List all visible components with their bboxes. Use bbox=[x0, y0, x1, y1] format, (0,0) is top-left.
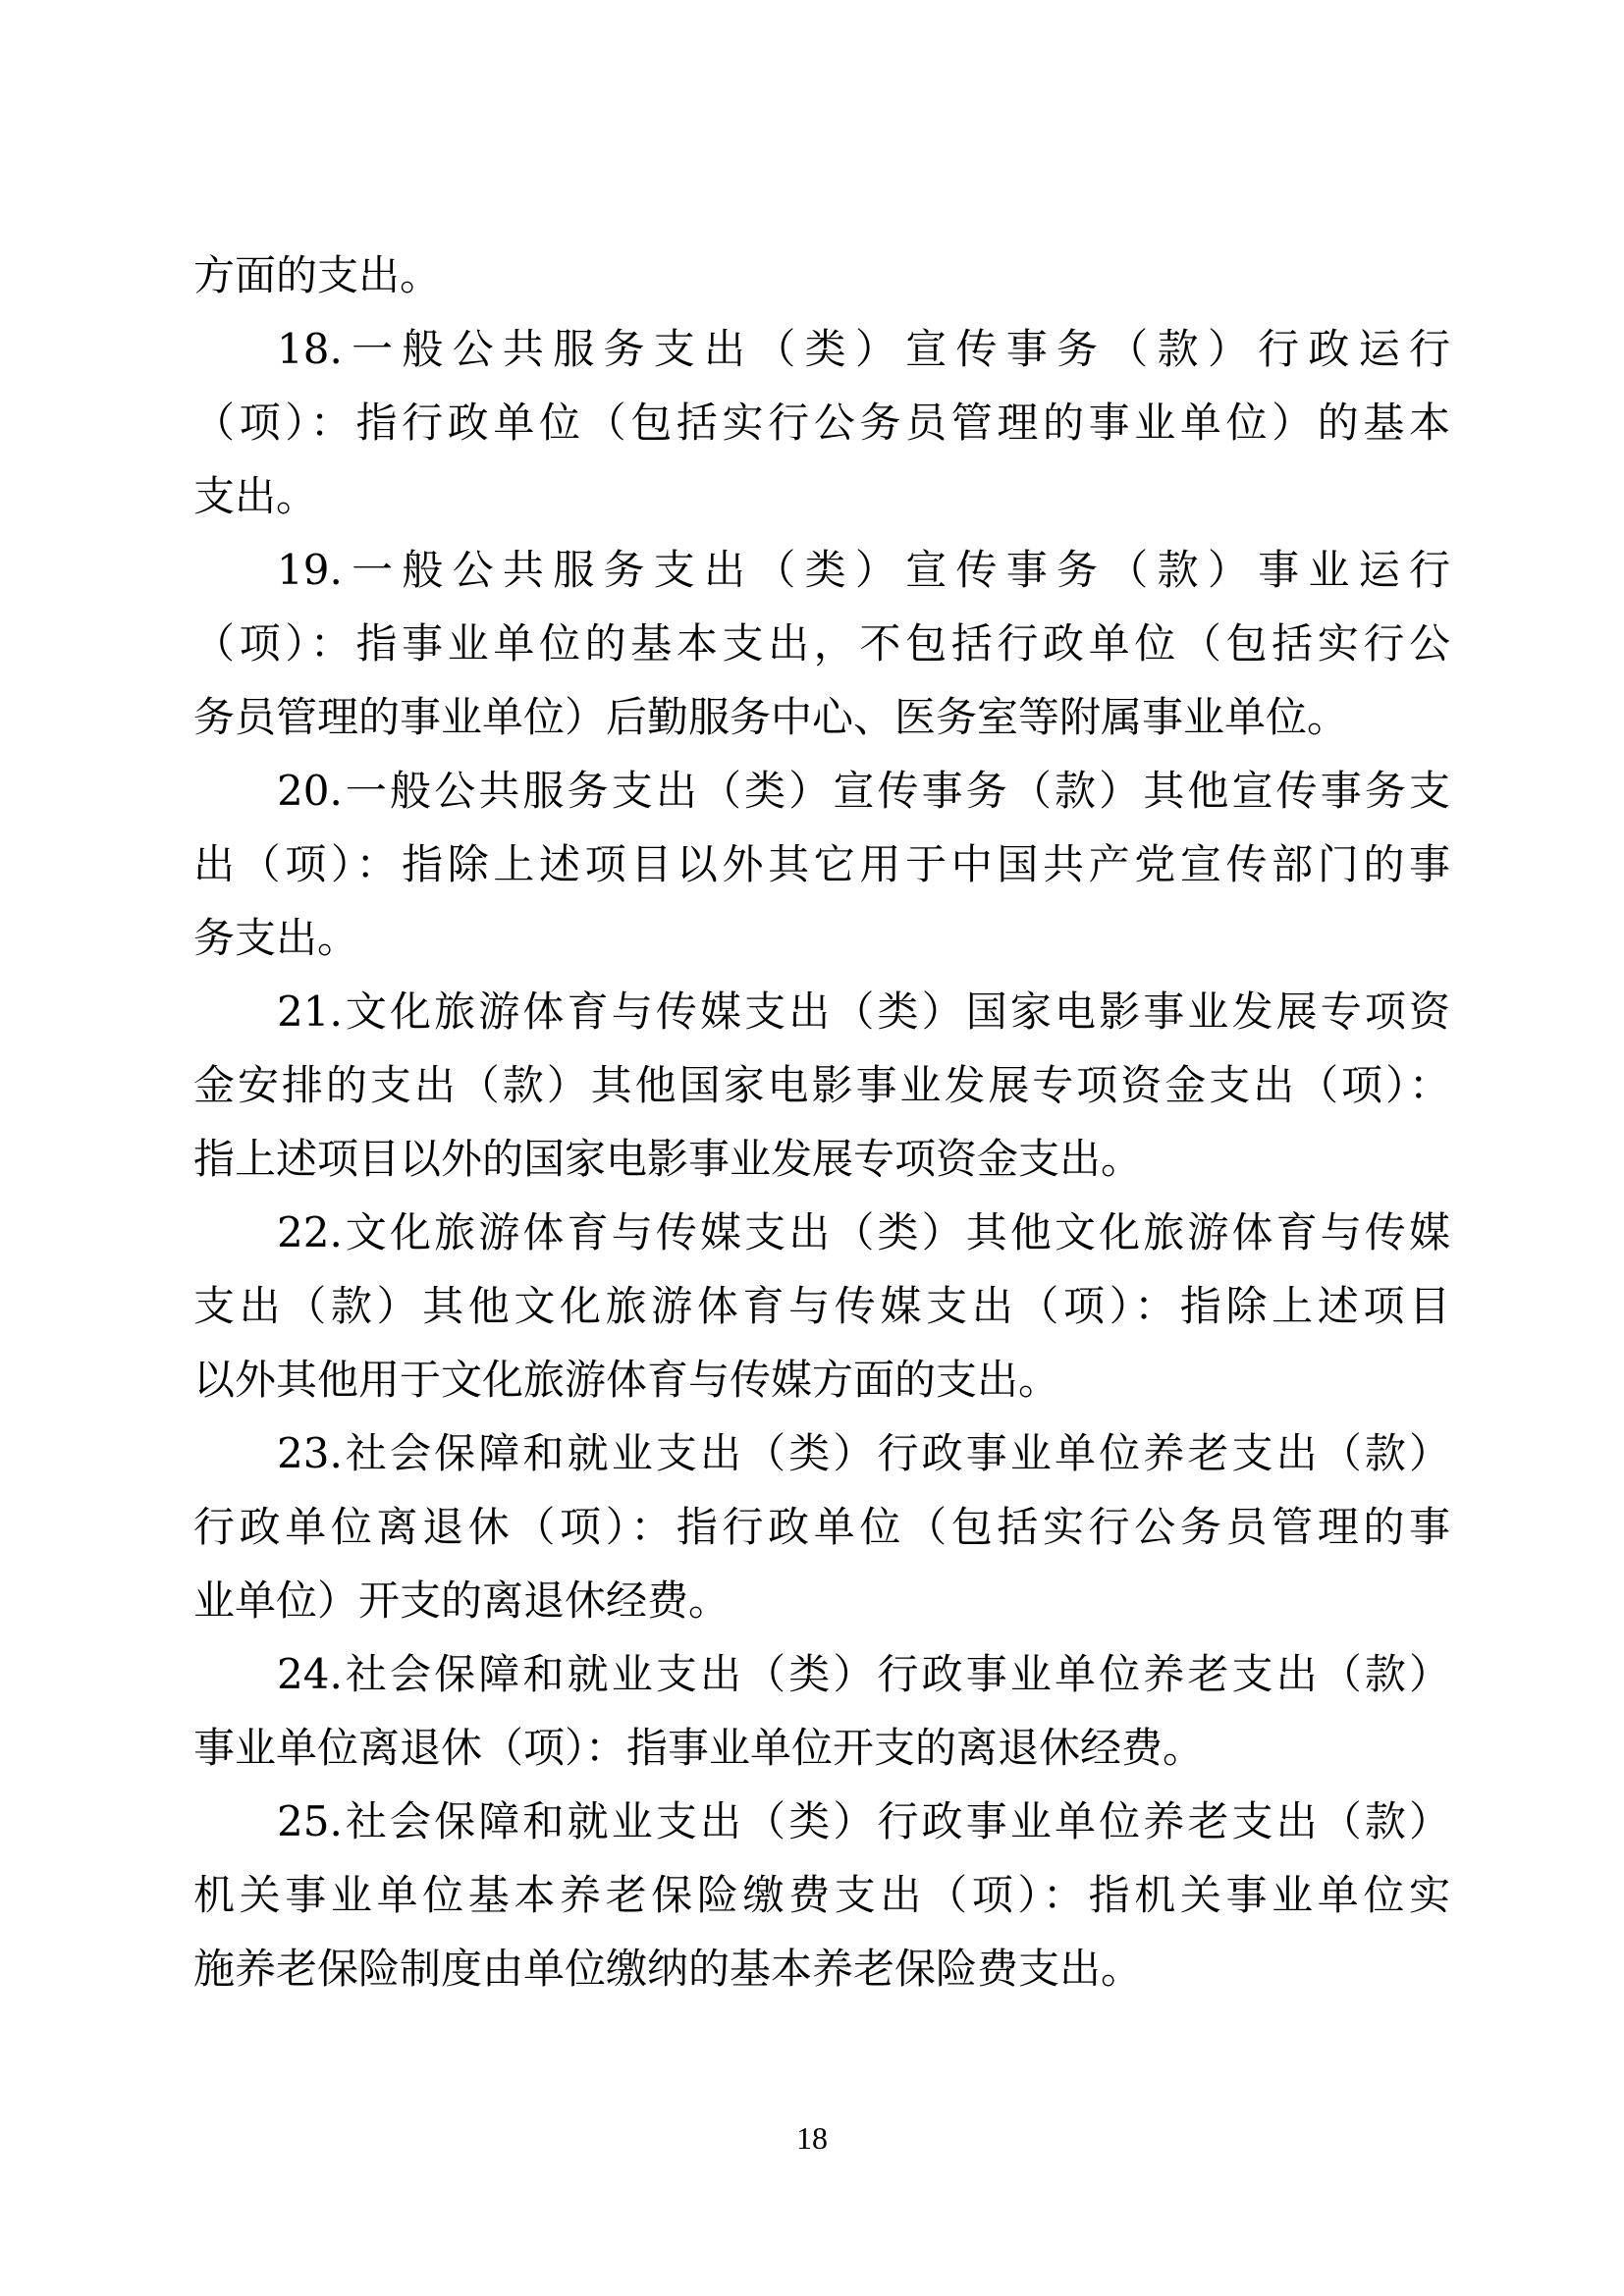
text-line: 支出（款）其他文化旅游体育与传媒支出（项）：指除上述项目 bbox=[193, 1282, 1450, 1330]
text-line: 以外其他用于文化旅游体育与传媒方面的支出。 bbox=[193, 1356, 1060, 1404]
text-line: 21.文化旅游体育与传媒支出（类）国家电影事业发展专项资 bbox=[277, 988, 1450, 1036]
text-line: 25.社会保障和就业支出（类）行政事业单位养老支出（款） bbox=[277, 1797, 1450, 1845]
text-line: 22.文化旅游体育与传媒支出（类）其他文化旅游体育与传媒 bbox=[277, 1208, 1450, 1256]
text-line: 机关事业单位基本养老保险缴费支出（项）：指机关事业单位实 bbox=[193, 1871, 1450, 1919]
text-line: 事业单位离退休（项）：指事业单位开支的离退休经费。 bbox=[193, 1724, 1205, 1772]
page-number: 18 bbox=[796, 2120, 828, 2156]
text-line: 20.一般公共服务支出（类）宣传事务（款）其他宣传事务支 bbox=[277, 767, 1450, 815]
text-line: 24.社会保障和就业支出（类）行政事业单位养老支出（款） bbox=[277, 1650, 1450, 1698]
paragraph-item-19 bbox=[193, 533, 1450, 754]
text-line: 19.一般公共服务支出（类）宣传事务（款）事业运行 bbox=[277, 546, 1450, 594]
text-line: 出（项）：指除上述项目以外其它用于中国共产党宣传部门的事 bbox=[193, 840, 1450, 888]
text-line: 务员管理的事业单位）后勤服务中心、医务室等附属事业单位。 bbox=[193, 693, 1349, 741]
text-line: 方面的支出。 bbox=[193, 251, 442, 299]
paragraph-item-22 bbox=[193, 1196, 1450, 1416]
paragraph-item-24 bbox=[193, 1637, 1450, 1785]
text-line: （项）：指事业单位的基本支出，不包括行政单位（包括实行公 bbox=[193, 619, 1450, 667]
paragraph-item-25 bbox=[193, 1785, 1450, 2005]
document-body bbox=[193, 239, 1450, 2005]
paragraph-item-23 bbox=[193, 1416, 1450, 1637]
text-line: 业单位）开支的离退休经费。 bbox=[193, 1576, 731, 1625]
paragraph-item-21 bbox=[193, 975, 1450, 1196]
text-line: 金安排的支出（款）其他国家电影事业发展专项资金支出（项）： bbox=[193, 1061, 1450, 1109]
text-line: 支出。 bbox=[193, 472, 318, 520]
text-line: （项）：指行政单位（包括实行公务员管理的事业单位）的基本 bbox=[193, 399, 1450, 447]
text-line: 指上述项目以外的国家电影事业发展专项资金支出。 bbox=[193, 1135, 1143, 1183]
text-line: 23.社会保障和就业支出（类）行政事业单位养老支出（款） bbox=[277, 1429, 1450, 1477]
paragraph-item-18 bbox=[193, 312, 1450, 533]
paragraph-item-20 bbox=[193, 754, 1450, 975]
text-line: 18.一般公共服务支出（类）宣传事务（款）行政运行 bbox=[277, 325, 1450, 373]
text-line: 行政单位离退休（项）：指行政单位（包括实行公务员管理的事 bbox=[193, 1503, 1450, 1551]
text-line: 施养老保险制度由单位缴纳的基本养老保险费支出。 bbox=[193, 1945, 1143, 1993]
text-line: 务支出。 bbox=[193, 914, 359, 962]
